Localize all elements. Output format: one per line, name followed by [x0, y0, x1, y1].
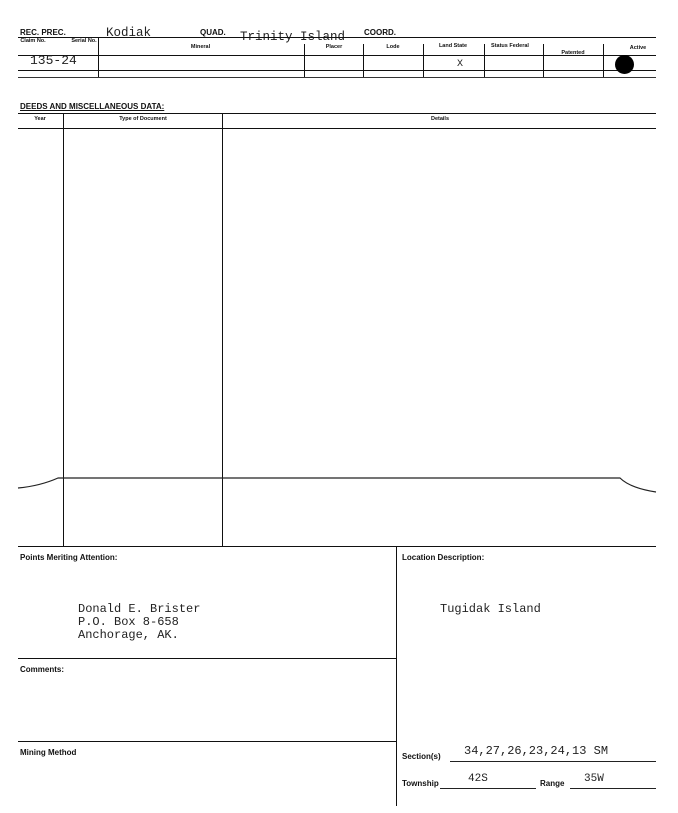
deeds-top-rule	[18, 113, 656, 114]
township-label: Township	[402, 779, 439, 788]
status-federal-label: Status Federal	[491, 43, 529, 49]
header-divider-6	[543, 44, 544, 77]
header-divider-7	[603, 44, 604, 77]
header-underline	[18, 77, 656, 78]
page-fold-line	[0, 470, 678, 500]
lode-column-label: Lode	[386, 44, 400, 50]
quad-value: Trinity Island	[240, 30, 346, 44]
header-divider-1	[98, 37, 99, 77]
comments-label: Comments:	[20, 665, 65, 674]
points-meriting-attention-text	[78, 603, 200, 642]
land-state-value: X	[457, 59, 464, 70]
header-divider-5	[484, 44, 485, 77]
sections-value: 34,27,26,23,24,13 SM	[464, 744, 609, 758]
serial-no-label: Serial No.	[71, 38, 97, 44]
type-column-label: Type of Document	[119, 116, 167, 122]
points-line-1: Donald E. Brister	[78, 602, 201, 616]
punch-hole-mark	[615, 55, 634, 74]
header-mid-rule	[18, 55, 656, 56]
header-divider-2	[304, 44, 305, 77]
deeds-header-rule	[18, 128, 656, 129]
active-column-label: Active	[629, 45, 647, 51]
comments-top-rule	[18, 658, 396, 659]
points-line-3: Anchorage, AK.	[78, 628, 179, 642]
header-top-rule	[18, 37, 656, 38]
claim-no-label: Claim No.	[20, 38, 46, 44]
mining-method-top-rule	[18, 741, 396, 742]
rec-prec-label: REC. PREC.	[20, 28, 66, 37]
sections-label: Section(s)	[402, 752, 441, 761]
mining-method-label: Mining Method	[20, 748, 77, 757]
deeds-section-title: DEEDS AND MISCELLANEOUS DATA:	[20, 102, 165, 111]
points-line-2: P.O. Box 8-658	[78, 615, 179, 629]
mineral-column-label: Mineral	[190, 44, 211, 50]
range-value: 35W	[584, 773, 604, 785]
year-column-label: Year	[34, 116, 46, 122]
location-description-value: Tugidak Island	[440, 602, 541, 616]
header-divider-3	[363, 44, 364, 77]
rec-prec-value: Kodiak	[106, 26, 152, 40]
quad-label: QUAD.	[200, 28, 226, 37]
claim-no-value: 135-24	[30, 53, 77, 68]
deeds-bottom-rule	[18, 546, 656, 547]
lower-vertical-divider	[396, 546, 397, 806]
range-label: Range	[540, 779, 565, 788]
header-bottom-rule	[18, 70, 656, 71]
patented-column-label: Patented	[561, 50, 585, 56]
location-description-label: Location Description:	[402, 553, 485, 562]
header-divider-4	[423, 44, 424, 77]
placer-column-label: Placer	[325, 44, 343, 50]
sections-underline	[450, 761, 656, 762]
range-underline	[570, 788, 656, 789]
township-value: 42S	[468, 773, 488, 785]
points-meriting-attention-label: Points Meriting Attention:	[20, 553, 118, 562]
details-column-label: Details	[430, 116, 450, 122]
township-underline	[440, 788, 536, 789]
coord-label: COORD.	[364, 28, 396, 37]
land-state-label: Land State	[438, 43, 468, 49]
